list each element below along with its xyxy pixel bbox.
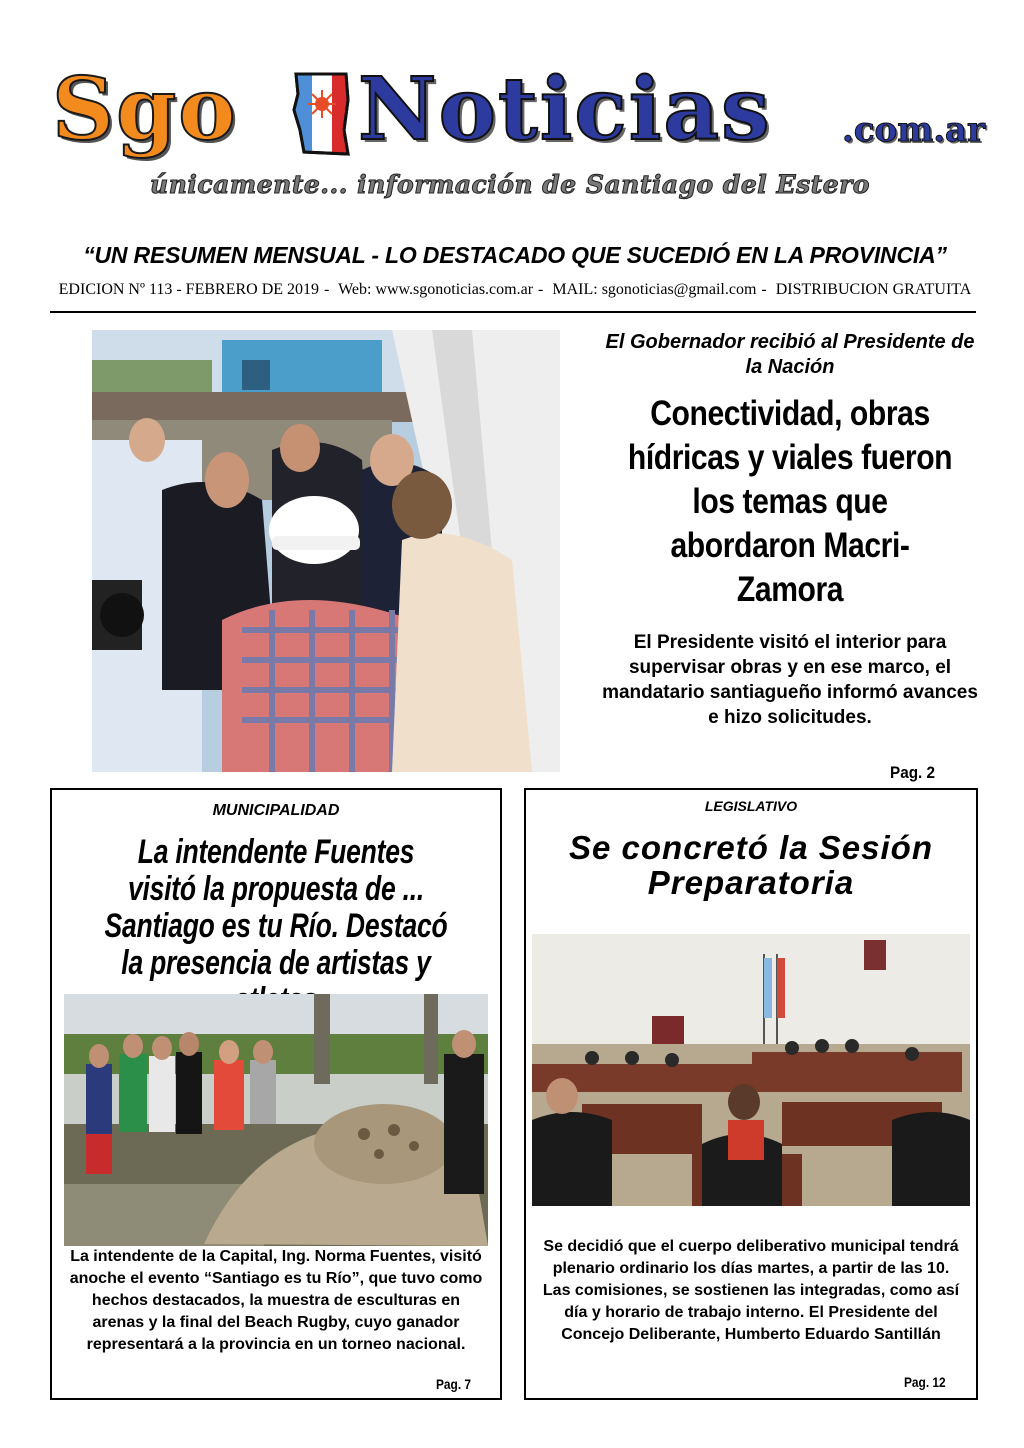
- top-story-kicker: El Gobernador recibió al Presidente de la Nación: [605, 331, 975, 378]
- logo-noticias: Noticias: [358, 59, 772, 160]
- distribution-note: DISTRIBUCION GRATUITA: [775, 281, 972, 298]
- edition-line: EDICION Nº 113 - FEBRERO DE 2019 - Web: www.sgonoticias.com.ar - MAIL: sgonoticias@gmail.com - DISTRIBUCION GRATUITA: [58, 281, 972, 298]
- municipal-story-body: La intendente de la Capital, Ing. Norma Fuentes, visitó anoche el evento “Santiago es tu Río”, que tuvo como hechos destacados, la muestra de esculturas en arenas y la final del Beach Rugby, cuyo ganador representará a la provincia en un torneo nacional.: [69, 1248, 483, 1353]
- santiago-flag-map-icon: [290, 70, 354, 156]
- section-label: LEGISLATIVO: [704, 798, 798, 814]
- municipal-story-box: [50, 788, 502, 1400]
- municipal-story-headline[interactable]: La intendente Fuentes visitó la propuesta de ... Santiago es tu Río. Destacó la presencia de artistas y: [104, 833, 448, 982]
- top-story-deck: El Presidente visitó el interior para supervisar obras y en ese marco, el mandatario santiagueño informó avances e hizo solicitudes.: [602, 632, 978, 728]
- legislative-story-page-ref: Pag. 12: [904, 1374, 946, 1390]
- photo-council-session: [532, 934, 970, 1206]
- photo-sand-sculpture: [64, 994, 488, 1246]
- section-label: MUNICIPALIDAD: [212, 802, 340, 819]
- legislative-story-box: [524, 788, 978, 1400]
- logo-sgo: Sgo: [52, 59, 238, 160]
- photo-governor-president: [92, 330, 560, 772]
- monthly-summary-banner: “UN RESUMEN MENSUAL - LO DESTACADO QUE SUCEDIÓ EN LA PROVINCIA”: [83, 242, 947, 268]
- municipal-story-page-ref: Pag. 7: [436, 1376, 472, 1392]
- tagline: únicamente... información de Santiago del Estero: [150, 170, 870, 199]
- legislative-story-body: Se decidió que el cuerpo deliberativo municipal tendrá plenario ordinario los días martes, a partir de las 10. Las comisiones, se sostienen las integradas, como así día y horario de trabajo interno. El Presidente del Concejo Deliberante, Humberto Eduardo Santillán: [542, 1238, 960, 1343]
- top-story-page-ref: Pag. 2: [890, 763, 936, 782]
- header-divider: [50, 311, 976, 313]
- logo-domain: .com.ar: [842, 110, 985, 150]
- masthead: [50, 59, 985, 162]
- legislative-story-headline[interactable]: Se concretó la Sesión Preparatoria: [569, 829, 933, 901]
- website-link[interactable]: Web: www.sgonoticias.com.ar: [338, 281, 534, 298]
- top-story-headline[interactable]: Conectividad, obras hídricas y viales fueron los temas que abordaron Macri-Zamora: [627, 394, 953, 609]
- edition-number: EDICION Nº 113 - FEBRERO DE 2019: [58, 281, 320, 298]
- email-link[interactable]: MAIL: sgonoticias@gmail.com: [552, 281, 757, 298]
